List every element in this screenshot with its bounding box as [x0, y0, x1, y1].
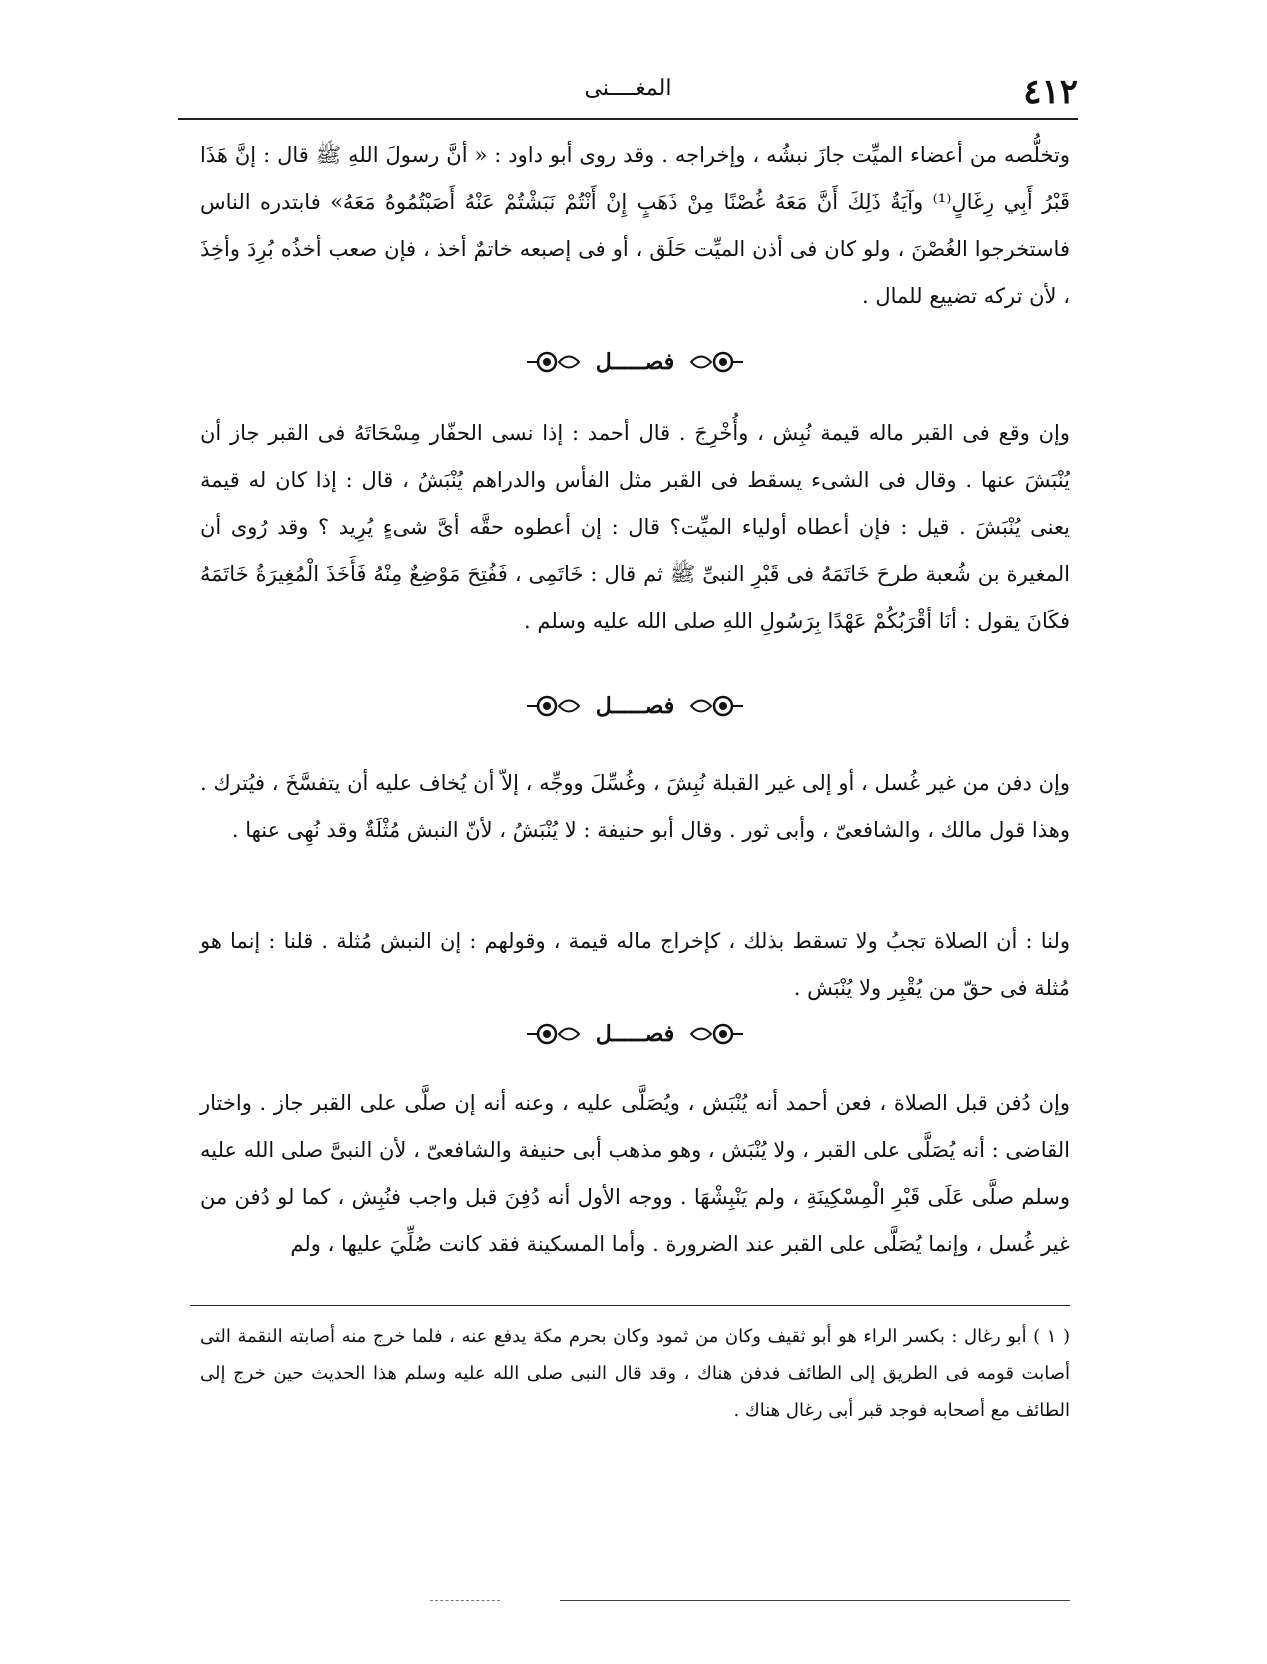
section-divider-label: فصـــــل — [595, 349, 675, 375]
ornament-icon — [689, 347, 745, 377]
section-divider-label: فصـــــل — [595, 1021, 675, 1047]
paragraph-2: وإن وقع فى القبر ماله قيمة نُبِش ، وأُخْرِجَ . قال أحمد : إذا نسى الحفّار مِسْحَاتَهُ فى القبر جاز أن يُنْبَشَ عنها . وقال فى الشىء يسقط فى القبر مثل الفأس والدراهم يُنْبَشُ ، قال : إذا كان له قيمة يعنى يُنْبَشَ . قيل : فإن أعطاه أولياء الميِّت؟ قال : إن أعطوه حقَّه أىَّ شىءٍ يُرِيد ؟ وقد رُوى أن المغيرة بن شُعبة طرحَ خَاتَمَهُ فى قَبْرِ النبىِّ ﷺ ثم قال : خَاتَمِى ، فَفُتِحَ مَوْضِعٌ مِنْهُ فَأَخَذَ الْمُغِيرَةُ خَاتَمَهُ فكَانَ يقول : أنَا أقْرَبُكُمْ عَهْدًا بِرَسُولِ اللهِ صلى الله عليه وسلم . — [200, 421, 1070, 633]
ornament-icon — [525, 347, 581, 377]
paragraph-5: وإن دُفن قبل الصلاة ، فعن أحمد أنه يُنْبَش ، ويُصَلَّى عليه ، وعنه أنه إن صلَّى على القبر جاز . واختار القاضى : أنه يُصَلَّى على القبر ، ولا يُنْبَش ، وهو مذهب أبى حنيفة والشافعىّ ، لأن النبىَّ صلى الله عليه وسلم صلَّى عَلَى قَبْرِ الْمِسْكِينَةِ ، ولم يَنْبِشْهَا . ووجه الأول أنه دُفِنَ قبل واجب فنُبِش ، كما لو دُفن من غير غُسل ، وإنما يُصَلَّى على القبر عند الضرورة . وأما المسكينة فقد كانت صُلِّيَ عليها ، ولم — [200, 1091, 1070, 1256]
paragraph-4: ولنا : أن الصلاة تجبُ ولا تسقط بذلك ، كإخراج ماله قيمة ، وقولهم : إن النبش مُثلة . قلنا : إنما هو مُثلة فى حقّ من يُقْبِر ولا يُنْبَش . — [200, 929, 1070, 1000]
bottom-dash-line — [430, 1600, 500, 1601]
section-divider-label: فصـــــل — [595, 693, 675, 719]
footnote: ( ١ ) أبو رغال : بكسر الراء هو أبو ثقيف وكان من ثمود وكان بحرم مكة يدفع عنه ، فلما خرج منه أصابته النقمة التى أصابت قومه فى الطريق إلى الطائف فدفن هناك ، وقد قال النبى صلى الله عليه وسلم هذا الحديث حين خرج إلى الطائف مع أصحابه فوجد قبر أبى رغال هناك . — [200, 1326, 1070, 1421]
paragraph-1: وتخلُّصه من أعضاء الميِّت جازَ نبشُه ، وإخراجه . وقد روى أبو داود : « أنَّ رسولَ اللهِ ﷺ قال : إنَّ هَذَا قَبْرُ أَبِي رِغَالٍ⁽¹⁾ وآيَةُ ذَلِكَ أَنَّ مَعَهُ غُصْنًا مِنْ ذَهَبٍ إِنْ أَنْتُمْ نَبَشْتُمْ عَنْهُ أَصَبْتُمُوهُ مَعَهُ» فابتدره الناس فاستخرجوا الغُصْنَ ، ولو كان فى أذن الميِّت حَلَق ، أو فى إصبعه خاتمٌ أخذ ، فإن صعب أخذُه بُرِدَ وأخِذَ ، لأن تركه تضييع للمال . — [200, 143, 1070, 308]
ornament-icon — [689, 691, 745, 721]
ornament-icon — [525, 1019, 581, 1049]
page-number: ٤١٢ — [1023, 72, 1078, 112]
running-title: المغــــنى — [584, 76, 672, 101]
section-divider-2 — [200, 686, 1070, 726]
section-divider-1 — [200, 342, 1070, 382]
ornament-icon — [525, 691, 581, 721]
paragraph-3: وإن دفن من غير غُسل ، أو إلى غير القبلة نُبِشَ ، وغُسِّلَ ووجِّه ، إلاّ أن يُخاف عليه أن يتفسَّخَ ، فيُترك . وهذا قول مالك ، والشافعىّ ، وأبى ثور . وقال أبو حنيفة : لا يُنْبَشُ ، لأنّ النبش مُثْلَةٌ وقد نُهِى عنها . — [200, 771, 1070, 842]
page-header — [178, 70, 1078, 120]
ornament-icon — [689, 1019, 745, 1049]
bottom-rule — [560, 1600, 1070, 1601]
footnote-divider — [190, 1305, 1070, 1306]
section-divider-3 — [200, 1014, 1070, 1054]
